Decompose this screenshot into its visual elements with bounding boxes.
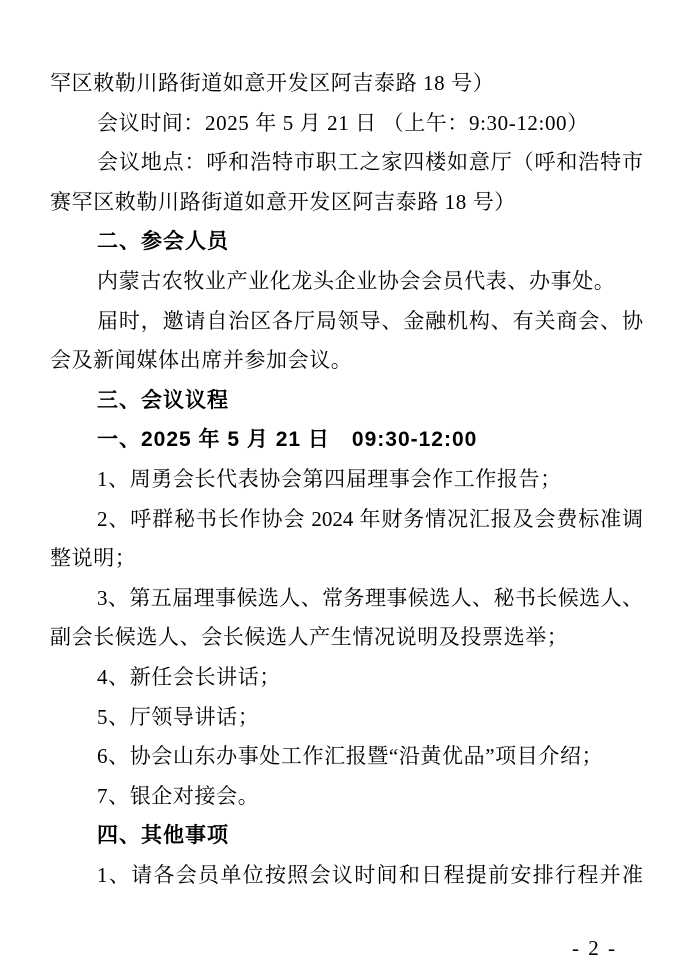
agenda-item-2-continuation: 整说明； [50, 546, 137, 571]
address-continuation-line: 罕区敕勒川路街道如意开发区阿吉泰路 18 号） [50, 71, 495, 95]
other-matters-item-1: 1、请各会员单位按照会议时间和日程提前安排行程并准 [97, 862, 643, 887]
section-heading-agenda: 三、会议议程 [97, 388, 229, 412]
document-body [50, 64, 643, 895]
meeting-location-continuation-line: 赛罕区敕勒川路街道如意开发区阿吉泰路 18 号） [50, 189, 516, 214]
invited-guests-continuation-line: 会及新闻媒体出席并参加会议。 [50, 348, 353, 373]
agenda-item-3-continuation: 副会长候选人、会长候选人产生情况说明及投票选举； [50, 625, 569, 650]
agenda-item-5: 5、厅领导讲话； [97, 704, 260, 729]
agenda-date-heading: 一、2025 年 5 月 21 日 09:30-12:00 [97, 428, 478, 452]
meeting-location-line: 会议地点：呼和浩特市职工之家四楼如意厅（呼和浩特市 [97, 150, 643, 175]
agenda-item-4: 4、新任会长讲话； [97, 664, 281, 689]
meeting-time-line: 会议时间：2025 年 5 月 21 日 （上午：9:30-12:00） [97, 110, 589, 135]
agenda-item-1: 1、周勇会长代表协会第四届理事会作工作报告； [97, 466, 562, 491]
participants-line: 内蒙古农牧业产业化龙头企业协会会员代表、办事处。 [97, 268, 616, 293]
agenda-item-7: 7、银企对接会。 [97, 783, 260, 808]
section-heading-participants: 二、参会人员 [97, 230, 229, 254]
section-heading-other-matters: 四、其他事项 [97, 824, 229, 848]
agenda-item-2: 2、呼群秘书长作协会 2024 年财务情况汇报及会费标准调 [97, 506, 643, 531]
invited-guests-line: 届时，邀请自治区各厅局领导、金融机构、有关商会、协 [97, 308, 643, 333]
agenda-item-6: 6、协会山东办事处工作汇报暨“沿黄优品”项目介绍； [97, 744, 604, 769]
agenda-item-3: 3、第五届理事候选人、常务理事候选人、秘书长候选人、 [97, 585, 643, 610]
page-number: - 2 - [572, 936, 617, 960]
